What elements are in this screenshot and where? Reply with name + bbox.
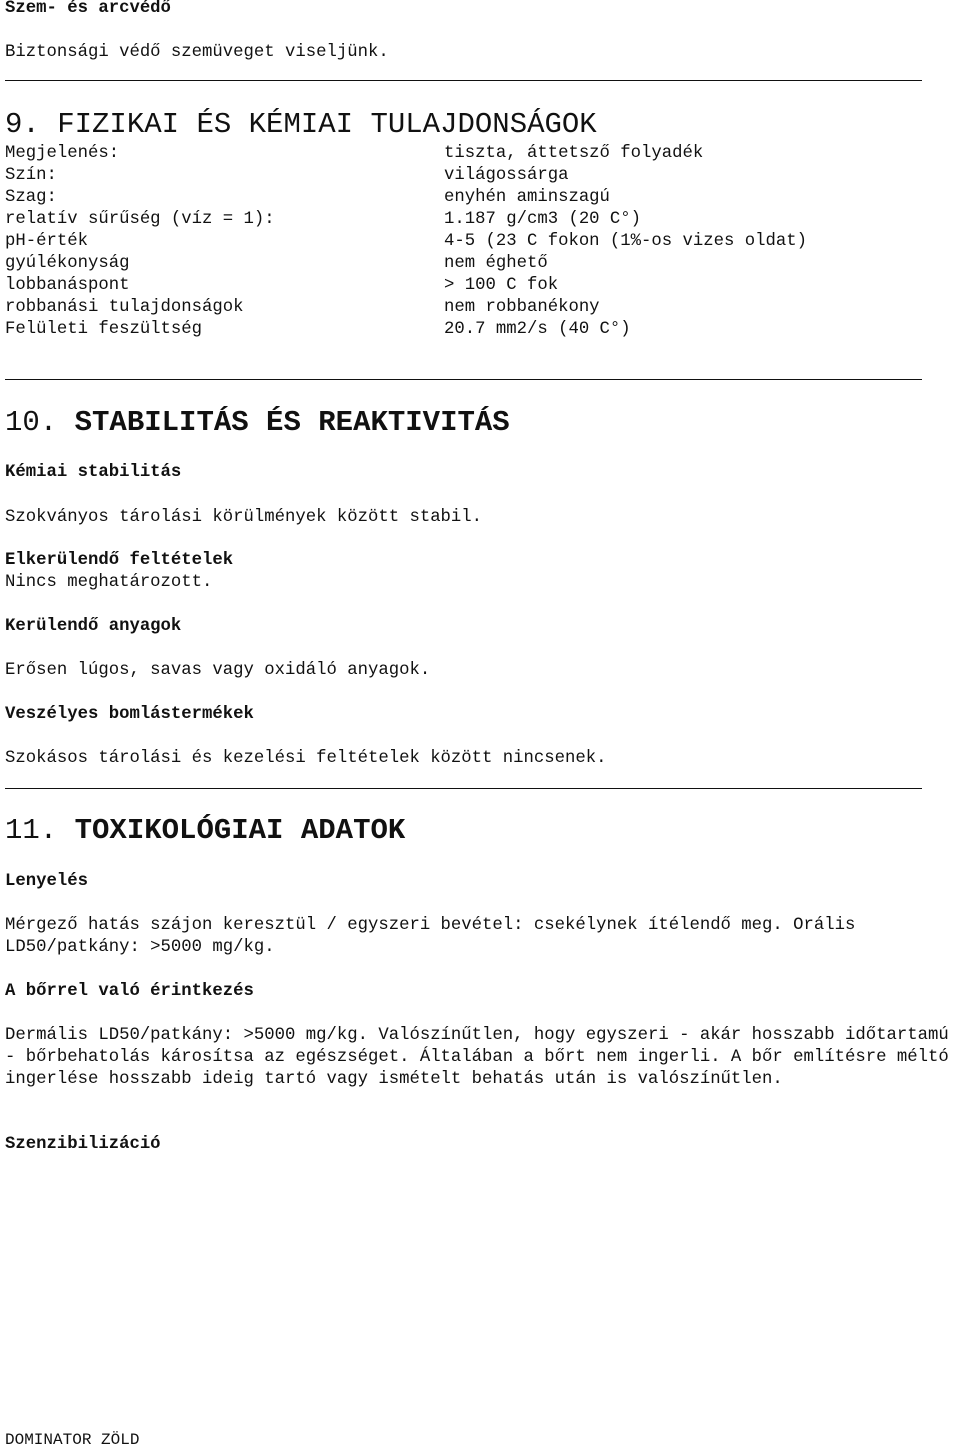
avoid-conditions-text: Nincs meghatározott. xyxy=(5,573,213,592)
property-row xyxy=(5,253,905,275)
property-row xyxy=(5,209,905,231)
avoid-materials-heading: Kerülendő anyagok xyxy=(5,617,182,636)
property-row xyxy=(5,165,905,187)
skin-contact-text: Dermális LD50/patkány: >5000 mg/kg. Valószínűtlen, hogy egyszeri - akár hosszabb időtartamú - bőrbehatolás károsítsa az egészséget. Általában a bőrt nem ingerli. A bőr említésre méltó ingerlése hosszabb ideig tartó vagy ismételt behatás után is valószínűtlen. xyxy=(5,1026,949,1089)
eye-protection-heading: Szem- és arcvédő xyxy=(5,0,171,18)
chem-stability-text: Szokványos tárolási körülmények között stabil. xyxy=(5,508,483,527)
avoid-materials-text: Erősen lúgos, savas vagy oxidáló anyagok. xyxy=(5,661,431,680)
property-row xyxy=(5,297,905,319)
property-value: 20.7 mm2/s (40 C°) xyxy=(444,320,631,339)
decomposition-heading: Veszélyes bomlástermékek xyxy=(5,705,254,724)
property-row xyxy=(5,275,905,297)
ingestion-heading: Lenyelés xyxy=(5,872,88,891)
property-value: 4-5 (23 C fokon (1%-os vizes oldat) xyxy=(444,232,807,251)
chem-stability-heading: Kémiai stabilitás xyxy=(5,463,182,482)
section-divider xyxy=(5,788,922,789)
ingestion-text: Mérgező hatás szájon keresztül / egyszeri bevétel: csekélynek ítélendő meg. Orális LD50/patkány: >5000 mg/kg. xyxy=(5,916,856,957)
section9-title xyxy=(5,108,597,142)
section11-title-text: TOXIKOLÓGIAI ADATOK xyxy=(74,814,406,847)
section11-title xyxy=(5,814,405,848)
eye-protection-text: Biztonsági védő szemüveget viseljünk. xyxy=(5,43,389,62)
property-label: Felületi feszültség xyxy=(5,320,203,339)
section10-number: 10. xyxy=(5,406,58,439)
section9-number: 9. xyxy=(5,108,40,141)
property-label: relatív sűrűség (víz = 1): xyxy=(5,210,275,229)
property-row xyxy=(5,319,905,341)
section11-number: 11. xyxy=(5,814,58,847)
property-label: gyúlékonyság xyxy=(5,254,130,273)
footer-product-name: DOMINATOR ZÖLD xyxy=(5,1431,140,1449)
properties-table xyxy=(5,143,905,341)
property-label: Szín: xyxy=(5,166,57,185)
avoid-conditions-heading: Elkerülendő feltételek xyxy=(5,551,234,570)
property-value: > 100 C fok xyxy=(444,276,559,295)
property-row xyxy=(5,231,905,253)
section9-title-text: FIZIKAI ÉS KÉMIAI TULAJDONSÁGOK xyxy=(57,108,597,141)
property-row xyxy=(5,143,905,165)
property-value: enyhén aminszagú xyxy=(444,188,610,207)
sensitization-heading: Szenzibilizáció xyxy=(5,1135,161,1154)
section-divider xyxy=(5,80,922,81)
property-value: nem robbanékony xyxy=(444,298,600,317)
decomposition-text: Szokásos tárolási és kezelési feltételek között nincsenek. xyxy=(5,749,607,768)
property-value: világossárga xyxy=(444,166,569,185)
section10-title-text: STABILITÁS ÉS REAKTIVITÁS xyxy=(74,406,510,439)
section-divider xyxy=(5,379,922,380)
property-label: lobbanáspont xyxy=(5,276,130,295)
section10-title xyxy=(5,406,510,440)
property-label: pH-érték xyxy=(5,232,88,251)
property-value: tiszta, áttetsző folyadék xyxy=(444,144,704,163)
property-label: robbanási tulajdonságok xyxy=(5,298,244,317)
property-row xyxy=(5,187,905,209)
skin-contact-heading: A bőrrel való érintkezés xyxy=(5,982,254,1001)
property-label: Szag: xyxy=(5,188,57,207)
property-value: nem éghető xyxy=(444,254,548,273)
property-label: Megjelenés: xyxy=(5,144,120,163)
property-value: 1.187 g/cm3 (20 C°) xyxy=(444,210,642,229)
